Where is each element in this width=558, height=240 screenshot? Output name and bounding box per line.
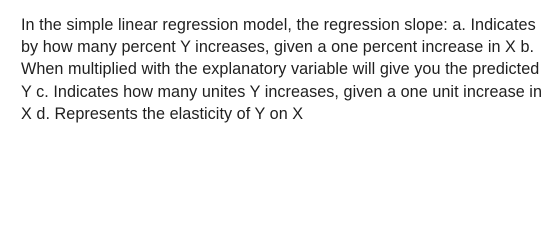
question-text: In the simple linear regression model, the regression slope: a. Indicates by how many percent Y increases, given a one percent increase in X b. When multiplied with the explanatory variable will give you the predicted Y c. Indicates how many unites Y increases, given a one unit increase in X d. Represents the elasticity of Y on X (21, 16, 543, 123)
